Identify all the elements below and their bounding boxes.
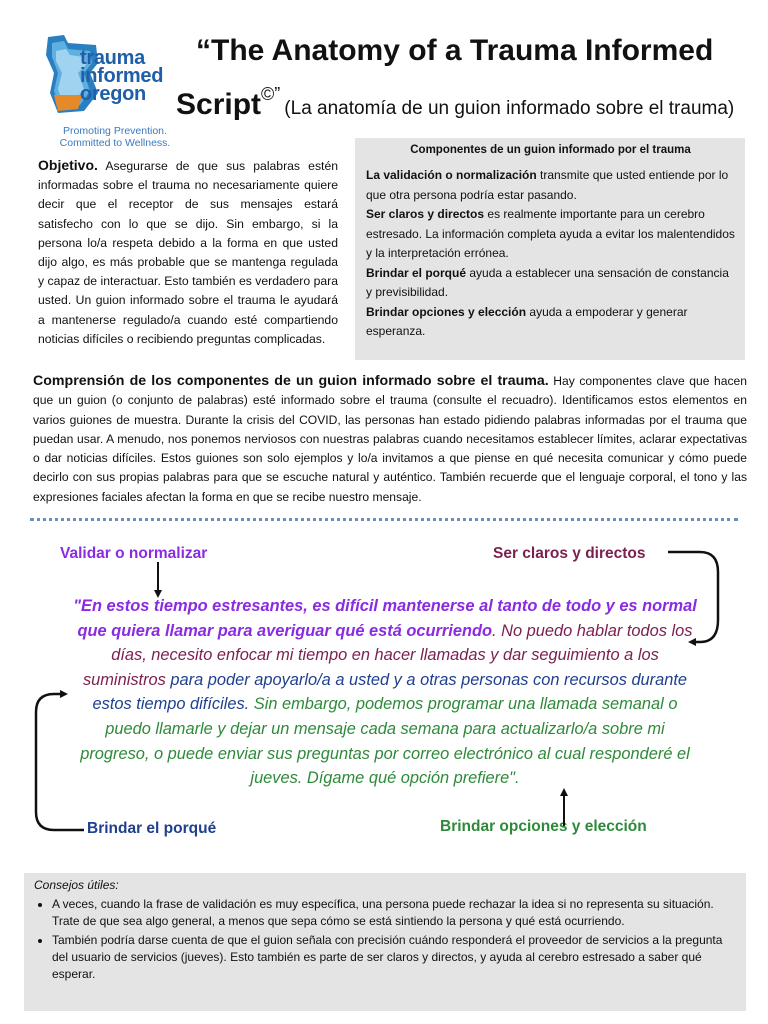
tip-item: • A veces, cuando la frase de validación es muy específica, una persona puede rechazar la idea si no representa su situación. Trate de que sea algo general, a menos que sepa cómo se está sintiendo la persona y qué está ocurriendo. bbox=[52, 896, 736, 930]
components-box bbox=[355, 138, 745, 360]
dotted-divider bbox=[30, 518, 738, 521]
component-term: Ser claros y directos bbox=[366, 207, 485, 221]
tips-list bbox=[34, 896, 736, 983]
components-heading: Componentes de un guion informado por el trauma bbox=[410, 144, 691, 156]
label-clear-direct: Ser claros y directos bbox=[493, 545, 646, 562]
logo-line-1: trauma bbox=[80, 47, 145, 69]
understanding-lead: Comprensión de los componentes de un guion informado sobre el trauma. bbox=[33, 373, 549, 389]
objective-paragraph bbox=[38, 156, 338, 349]
sample-script-quote bbox=[70, 594, 700, 791]
page-title: “The Anatomy of a Trauma Informed bbox=[196, 34, 714, 67]
label-provide-why: Brindar el porqué bbox=[87, 820, 217, 837]
logo-tagline-2: Committed to Wellness. bbox=[59, 137, 171, 149]
logo-tagline-1: Promoting Prevention. bbox=[63, 125, 167, 137]
quote-validate-part: "En estos tiempo estresantes, es difícil mantenerse al tanto de todo y es normal que quiera llamar para averiguar qué está ocurriendo bbox=[73, 597, 697, 640]
component-item bbox=[366, 264, 735, 303]
tips-title: Consejos útiles: bbox=[34, 878, 119, 892]
component-text: transmite que usted entiende por lo que otra persona podría estar pasando. bbox=[366, 168, 729, 202]
objective-body: Asegurarse de que sus palabras estén informadas sobre el trauma no necesariamente quiere decir que el receptor de sus mensajes estará satisfecho con lo que se dijo. Sin embargo, si la persona lo/a respeta debido a la forma en que usted dijo algo, es más probable que se mantenga regulada y capaz de interactuar. Esto también es verdadero para usted. Un guion informado sobre el trauma le ayudará a mantenerse regulado/a cuando esté compartiendo noticias difíciles o recibiendo preguntas complicadas. bbox=[38, 159, 338, 346]
logo-line-2: informed bbox=[80, 65, 164, 87]
logo-line-3: oregon bbox=[80, 83, 146, 105]
label-validate: Validar o normalizar bbox=[60, 545, 208, 562]
quote-why-part: para poder apoyarlo/a a usted y a otras personas con recursos durante estos tiempo difíciles. bbox=[92, 670, 688, 714]
title-script-word: Script bbox=[176, 88, 262, 121]
component-item bbox=[366, 303, 735, 342]
component-text: ayuda a establecer una sensación de constancia y previsibilidad. bbox=[366, 265, 729, 299]
quote-options-part: Sin embargo, podemos programar una llamada semanal o puedo llamarle y dejar un mensaje cada semana para actualizarlo/a sobre mi progreso, o puede enviar sus preguntas por correo electrónico al cual responderé el jueves. Dígame qué opción prefiere". bbox=[80, 695, 690, 788]
trauma-informed-oregon-logo bbox=[40, 33, 172, 153]
page-title-line-2 bbox=[176, 84, 734, 122]
logo-tagline bbox=[50, 125, 180, 149]
component-term: Brindar opciones y elección bbox=[366, 304, 527, 319]
component-item bbox=[366, 166, 735, 205]
component-text: ayuda a empoderar y generar esperanza. bbox=[366, 304, 688, 338]
logo-wordmark bbox=[80, 49, 163, 103]
component-term: Brindar el porqué bbox=[366, 265, 467, 280]
understanding-paragraph bbox=[33, 372, 747, 507]
objective-lead: Objetivo. bbox=[38, 157, 98, 173]
component-term: La validación o normalización bbox=[366, 168, 537, 182]
page-subtitle: (La anatomía de un guion informado sobre el trauma) bbox=[284, 98, 735, 119]
understanding-body: Hay componentes clave que hacen que un guion (o conjunto de palabras) esté informado sobre el trauma (consulte el recuadro). Identificamos estos elementos en varios guiones de muestra. Durante la crisis del COVID, las personas han estado pidiendo palabras informadas por el trauma que puedan usar. A menudo, nos ponemos nerviosos con nuestras palabras cuando necesitamos establecer límites, aclarar expectativas o dar noticias difíciles. Estos guiones son solo ejemplos y lo/a invitamos a que piense en qué necesita comunicar y cómo puede decirlo con sus propias palabras para que se escuche natural y auténtico. También recuerde que el lenguaje corporal, el tono y las expresiones faciales afectan la forma en que se recibe nuestro mensaje. bbox=[33, 374, 747, 504]
tips-box bbox=[24, 873, 746, 1011]
label-provide-options: Brindar opciones y elección bbox=[440, 818, 647, 835]
title-copyright: ©” bbox=[261, 84, 281, 104]
quote-clear-part: . No puedo hablar todos los días, necesito enfocar mi tiempo en hacer llamadas y dar seguimiento a los suministros bbox=[82, 621, 693, 689]
tip-item: • También podría darse cuenta de que el guion señala con precisión cuándo responderá el proveedor de servicios a la pregunta del usuario de servicios (jueves). Esto también es parte de ser claros y directos, y ayuda al cerebro estresado a saber qué esperar. bbox=[52, 932, 736, 983]
component-item bbox=[366, 205, 735, 264]
component-text: es realmente importante para un cerebro estresado. La información completa ayuda a evitar los malentendidos y la interpretación errónea. bbox=[366, 207, 735, 260]
